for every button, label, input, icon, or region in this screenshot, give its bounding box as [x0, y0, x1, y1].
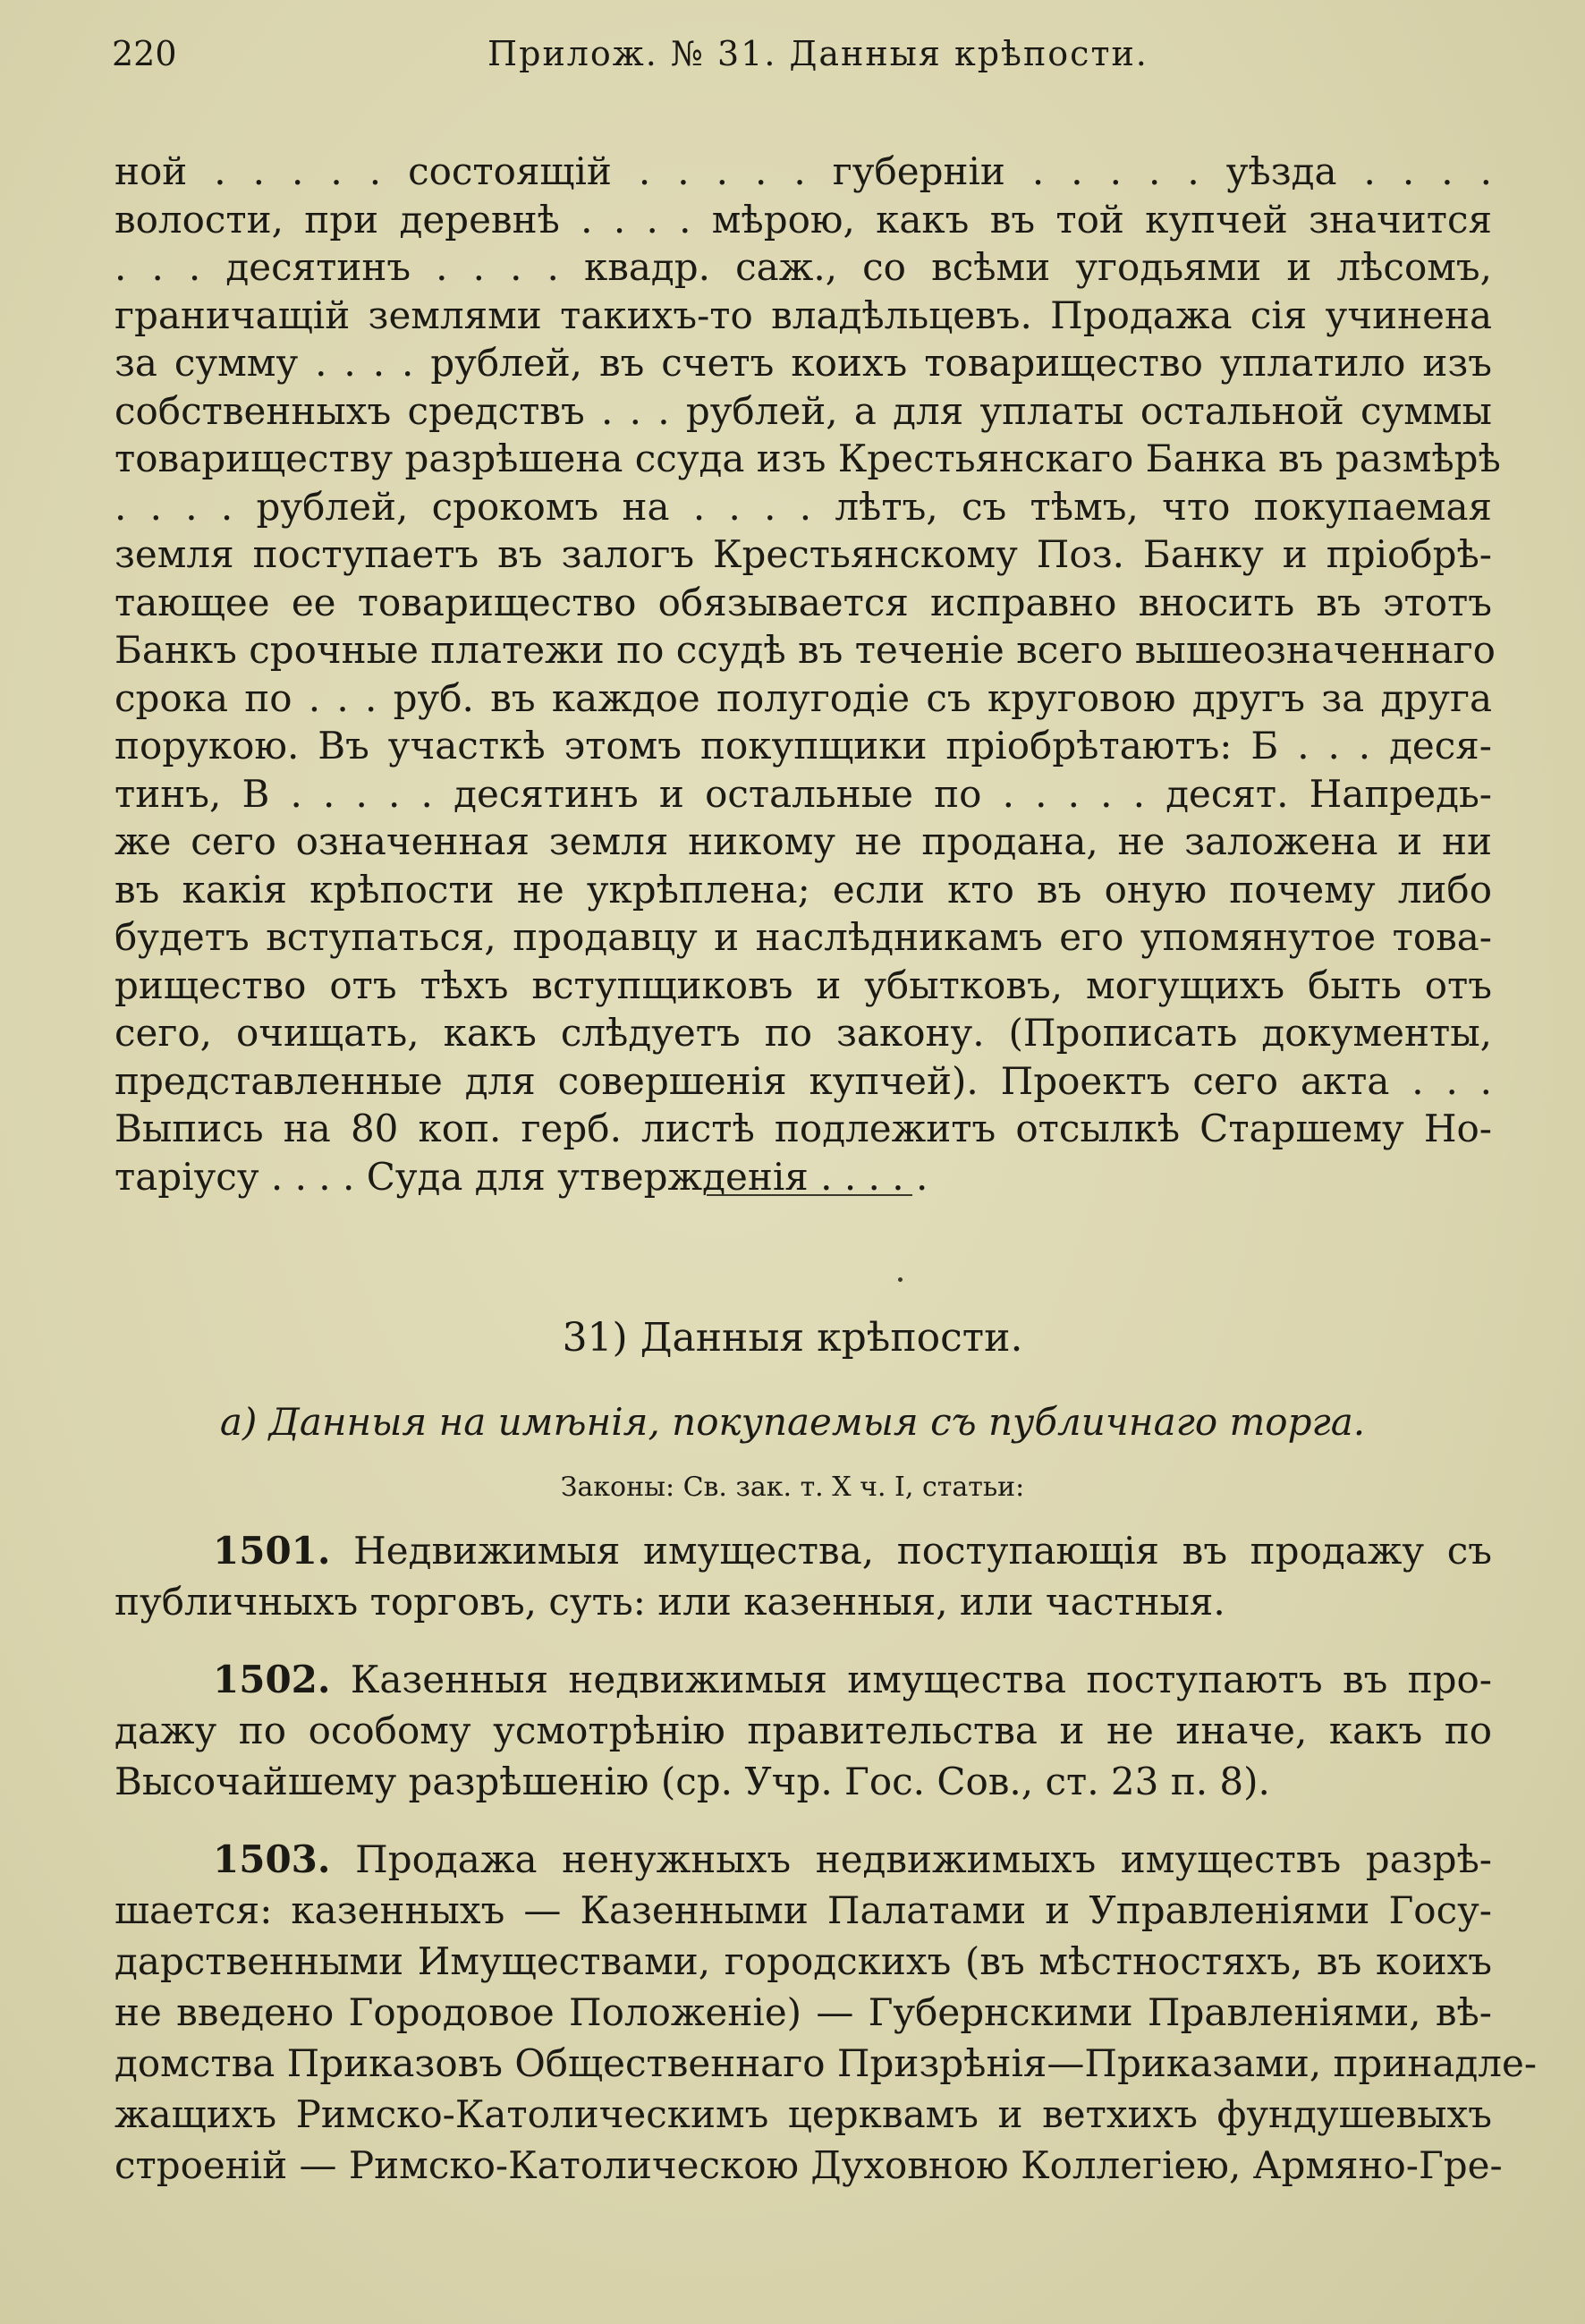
text-line: граничащій землями такихъ-то владѣльцевъ. Продажа сія учинена: [114, 293, 1492, 337]
text-line: сего, очищать, какъ слѣдуетъ по закону. (Прописать документы,: [114, 1011, 1492, 1055]
article-1503: [114, 1834, 1538, 2191]
page-header: [112, 34, 1471, 88]
text-line: Банкъ срочные платежи по ссудѣ въ теченіе всего вышеозначеннаго: [114, 628, 1496, 672]
laws-reference: Законы: Св. зак. т. X ч. I, статьи:: [560, 1472, 1025, 1503]
text-line: собственныхъ средствъ . . . рублей, а для уплаты остальной суммы: [114, 388, 1492, 433]
text-line: рищество отъ тѣхъ вступщиковъ и убытковъ, могущихъ быть отъ: [114, 963, 1492, 1007]
text-line: будетъ вступаться, продавцу и наслѣдникамъ его упомянутое това-: [114, 915, 1492, 959]
article-line: публичныхъ торговъ, суть: или казенныя, или частныя.: [114, 1580, 1225, 1624]
article-number: 1502.: [213, 1658, 331, 1701]
section-title: 31) Данныя крѣпости.: [562, 1315, 1023, 1361]
section-divider: [707, 1194, 912, 1196]
page-number: 220: [112, 34, 177, 73]
text-line: за сумму . . . . рублей, въ счетъ коихъ товарищество уплатило изъ: [114, 341, 1492, 385]
text-line: въ какія крѣпости не укрѣплена; если кто въ оную почему либо: [114, 867, 1492, 912]
text-line: представленные для совершенія купчей). Проектъ сего акта . . .: [114, 1058, 1492, 1103]
ink-dot: [898, 1277, 903, 1282]
continued-text-block: [114, 148, 1501, 1200]
running-title: Прилож. № 31. Данныя крѣпости.: [487, 34, 1148, 73]
text-line: тающее ее товарищество обязывается исправно вносить въ этотъ: [114, 580, 1492, 624]
article-line: [114, 1834, 1492, 1885]
article-text: Казенныя недвижимыя имущества поступаютъ въ про-: [350, 1658, 1492, 1701]
text-line: . . . . рублей, срокомъ на . . . . лѣтъ, съ тѣмъ, что покупаемая: [114, 484, 1492, 529]
article-1501: [114, 1525, 1492, 1627]
text-line: срока по . . . руб. въ каждое полугодіе съ круговою другъ за друга: [114, 675, 1492, 720]
article-number: 1501.: [213, 1529, 331, 1573]
article-line: Высочайшему разрѣшенію (ср. Учр. Гос. Сов., ст. 23 п. 8).: [114, 1760, 1270, 1803]
article-1502: [114, 1654, 1492, 1807]
text-line: ной . . . . . состоящій . . . . . губерніи . . . . . уѣзда . . . .: [114, 149, 1492, 193]
article-line: дарственными Имуществами, городскихъ (въ мѣстностяхъ, въ коихъ: [114, 1939, 1492, 1983]
article-line: жащихъ Римско-Католическимъ церквамъ и ветхихъ фундушевыхъ: [114, 2092, 1492, 2136]
text-line: товариществу разрѣшена ссуда изъ Крестьянскаго Банка въ размѣрѣ: [114, 437, 1501, 480]
article-line: дажу по особому усмотрѣнію правительства и не иначе, какъ по: [114, 1709, 1492, 1752]
section-subtitle: а) Данныя на имѣнія, покупаемыя съ публичнаго торга.: [219, 1400, 1366, 1444]
text-line: порукою. Въ участкѣ этомъ покупщики пріобрѣтаютъ: Б . . . деся-: [114, 724, 1492, 768]
text-line: таріусу . . . . Суда для утвержденія . . . . .: [114, 1154, 928, 1199]
text-line: Выпись на 80 коп. герб. листѣ подлежитъ отсылкѣ Старшему Но-: [114, 1107, 1492, 1150]
article-line: [114, 1654, 1492, 1705]
text-line: . . . десятинъ . . . . квадр. саж., со всѣми угодьями и лѣсомъ,: [114, 245, 1492, 289]
article-line: строеній — Римско-Католическою Духовною Коллегіею, Армяно-Гре-: [114, 2143, 1503, 2187]
articles-block: [114, 1525, 1538, 2218]
article-line: шается: казенныхъ — Казенными Палатами и Управленіями Госу-: [114, 1888, 1492, 1932]
text-line: же сего означенная земля никому не продана, не заложена и ни: [114, 819, 1492, 863]
article-text: Продажа ненужныхъ недвижимыхъ имуществъ разрѣ-: [355, 1837, 1492, 1881]
text-line: тинъ, В . . . . . десятинъ и остальные по . . . . . десят. Напредь-: [114, 771, 1492, 816]
article-number: 1503.: [213, 1837, 331, 1881]
text-line: волости, при деревнѣ . . . . мѣрою, какъ въ той купчей значится: [114, 197, 1492, 242]
article-line: не введено Городовое Положеніе) — Губернскими Правленіями, вѣ-: [114, 1990, 1492, 2034]
article-line: домства Приказовъ Общественнаго Призрѣнія—Приказами, принадле-: [114, 2041, 1538, 2085]
text-line: земля поступаетъ въ залогъ Крестьянскому Поз. Банку и пріобрѣ-: [114, 532, 1492, 576]
article-text: Недвижимыя имущества, поступающія въ продажу съ: [353, 1529, 1492, 1573]
article-line: [114, 1525, 1492, 1576]
